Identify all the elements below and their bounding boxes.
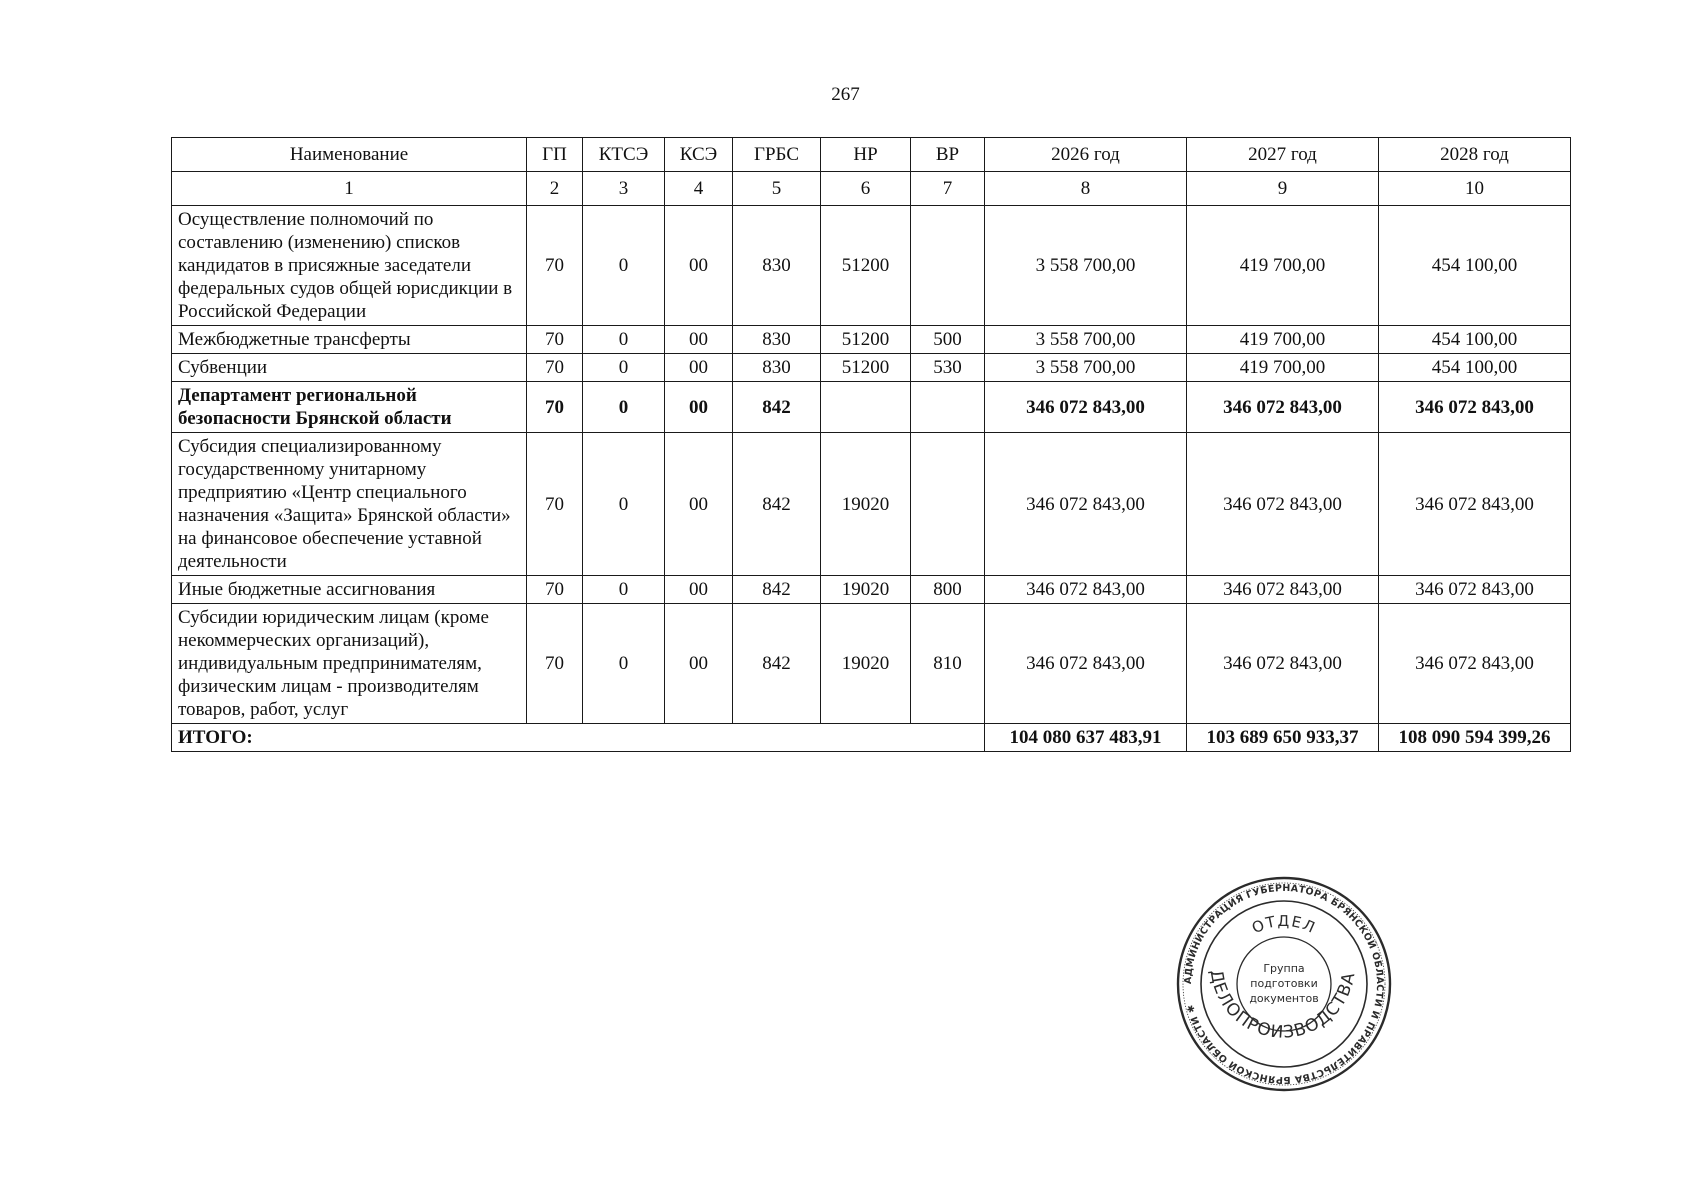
row-gp: 70: [527, 604, 583, 724]
page-number: 267: [831, 84, 860, 105]
row-grbs: 842: [733, 433, 821, 576]
row-ktse: 0: [583, 576, 665, 604]
svg-text:ОТДЕЛ: ОТДЕЛ: [1249, 912, 1319, 938]
row-amount-2027: 346 072 843,00: [1187, 433, 1379, 576]
column-number: 1: [172, 172, 527, 206]
row-amount-2026: 3 558 700,00: [985, 206, 1187, 326]
row-amount-2027: 419 700,00: [1187, 206, 1379, 326]
row-amount-2028: 346 072 843,00: [1379, 382, 1571, 433]
column-number: 8: [985, 172, 1187, 206]
row-kse: 00: [665, 382, 733, 433]
row-nr: 19020: [821, 433, 911, 576]
column-number: 6: [821, 172, 911, 206]
row-amount-2027: 346 072 843,00: [1187, 382, 1379, 433]
row-gp: 70: [527, 433, 583, 576]
row-gp: 70: [527, 382, 583, 433]
row-grbs: 830: [733, 206, 821, 326]
stamp-center-line: документов: [1249, 992, 1319, 1005]
table-row: [172, 354, 1571, 382]
row-grbs: 830: [733, 326, 821, 354]
row-vr: [911, 206, 985, 326]
row-grbs: 830: [733, 354, 821, 382]
row-amount-2028: 346 072 843,00: [1379, 433, 1571, 576]
row-amount-2026: 346 072 843,00: [985, 382, 1187, 433]
svg-text:АДМИНИСТРАЦИЯ ГУБЕРНАТОРА БРЯН: АДМИНИСТРАЦИЯ ГУБЕРНАТОРА БРЯНСКОЙ ОБЛАСТИ И ПРАВИТЕЛЬСТВА БРЯНСКОЙ ОБЛАСТИ ✱: [1182, 882, 1386, 1086]
row-grbs: 842: [733, 604, 821, 724]
header-row: [172, 138, 1571, 172]
row-gp: 70: [527, 206, 583, 326]
row-ktse: 0: [583, 604, 665, 724]
row-kse: 00: [665, 206, 733, 326]
stamp-seal: [1174, 874, 1394, 1094]
row-name: Осуществление полномочий по составлению (изменению) списков кандидатов в присяжные заседатели федеральных судов общей юрисдикции в Российской Федерации: [172, 206, 527, 326]
row-nr: 19020: [821, 576, 911, 604]
table-row: [172, 604, 1571, 724]
column-header: 2026 год: [985, 138, 1187, 172]
total-label: ИТОГО:: [172, 724, 985, 752]
table-row: [172, 382, 1571, 433]
row-kse: 00: [665, 354, 733, 382]
table-body: [172, 206, 1571, 724]
row-name: Межбюджетные трансферты: [172, 326, 527, 354]
svg-text:ДЕЛОПРОИЗВОДСТВА: ДЕЛОПРОИЗВОДСТВА: [1205, 968, 1360, 1043]
row-vr: [911, 433, 985, 576]
row-vr: 810: [911, 604, 985, 724]
row-amount-2028: 346 072 843,00: [1379, 604, 1571, 724]
row-amount-2027: 346 072 843,00: [1187, 604, 1379, 724]
budget-table: [171, 137, 1571, 752]
table-row: [172, 433, 1571, 576]
column-header: НР: [821, 138, 911, 172]
table-row: [172, 326, 1571, 354]
row-kse: 00: [665, 433, 733, 576]
row-ktse: 0: [583, 382, 665, 433]
row-kse: 00: [665, 576, 733, 604]
row-nr: 51200: [821, 326, 911, 354]
row-amount-2026: 3 558 700,00: [985, 326, 1187, 354]
row-gp: 70: [527, 326, 583, 354]
row-ktse: 0: [583, 354, 665, 382]
column-number-row: [172, 172, 1571, 206]
row-amount-2027: 346 072 843,00: [1187, 576, 1379, 604]
row-amount-2028: 454 100,00: [1379, 326, 1571, 354]
column-number: 2: [527, 172, 583, 206]
column-number: 5: [733, 172, 821, 206]
column-header: КТСЭ: [583, 138, 665, 172]
column-header: 2028 год: [1379, 138, 1571, 172]
column-header: КСЭ: [665, 138, 733, 172]
table-row: [172, 576, 1571, 604]
column-header: ГРБС: [733, 138, 821, 172]
row-name: Департамент региональной безопасности Брянской области: [172, 382, 527, 433]
row-amount-2026: 346 072 843,00: [985, 576, 1187, 604]
total-2026: 104 080 637 483,91: [985, 724, 1187, 752]
row-amount-2027: 419 700,00: [1187, 326, 1379, 354]
row-nr: [821, 382, 911, 433]
row-amount-2027: 419 700,00: [1187, 354, 1379, 382]
department-stamp: [1174, 874, 1394, 1094]
row-name: Субсидия специализированному государственному унитарному предприятию «Центр специального назначения «Защита» Брянской области» на финансовое обеспечение уставной деятельности: [172, 433, 527, 576]
row-nr: 19020: [821, 604, 911, 724]
row-name: Субсидии юридическим лицам (кроме некоммерческих организаций), индивидуальным предпринимателям, физическим лицам - производителям товаров, работ, услуг: [172, 604, 527, 724]
row-ktse: 0: [583, 433, 665, 576]
column-number: 3: [583, 172, 665, 206]
row-name: Иные бюджетные ассигнования: [172, 576, 527, 604]
column-number: 7: [911, 172, 985, 206]
row-nr: 51200: [821, 354, 911, 382]
row-grbs: 842: [733, 576, 821, 604]
column-header: 2027 год: [1187, 138, 1379, 172]
row-ktse: 0: [583, 206, 665, 326]
row-amount-2028: 454 100,00: [1379, 206, 1571, 326]
column-header: ГП: [527, 138, 583, 172]
row-vr: 530: [911, 354, 985, 382]
total-2027: 103 689 650 933,37: [1187, 724, 1379, 752]
stamp-center-line: Группа: [1263, 962, 1305, 975]
row-amount-2026: 3 558 700,00: [985, 354, 1187, 382]
total-row: [172, 724, 1571, 752]
column-number: 10: [1379, 172, 1571, 206]
row-gp: 70: [527, 354, 583, 382]
row-amount-2026: 346 072 843,00: [985, 604, 1187, 724]
column-header: Наименование: [172, 138, 527, 172]
row-ktse: 0: [583, 326, 665, 354]
row-vr: 500: [911, 326, 985, 354]
column-header: ВР: [911, 138, 985, 172]
row-gp: 70: [527, 576, 583, 604]
row-name: Субвенции: [172, 354, 527, 382]
row-amount-2026: 346 072 843,00: [985, 433, 1187, 576]
row-kse: 00: [665, 326, 733, 354]
total-2028: 108 090 594 399,26: [1379, 724, 1571, 752]
column-number: 9: [1187, 172, 1379, 206]
row-grbs: 842: [733, 382, 821, 433]
row-kse: 00: [665, 604, 733, 724]
row-vr: 800: [911, 576, 985, 604]
row-nr: 51200: [821, 206, 911, 326]
row-amount-2028: 454 100,00: [1379, 354, 1571, 382]
row-vr: [911, 382, 985, 433]
row-amount-2028: 346 072 843,00: [1379, 576, 1571, 604]
stamp-center-line: подготовки: [1250, 977, 1318, 990]
column-number: 4: [665, 172, 733, 206]
table-row: [172, 206, 1571, 326]
